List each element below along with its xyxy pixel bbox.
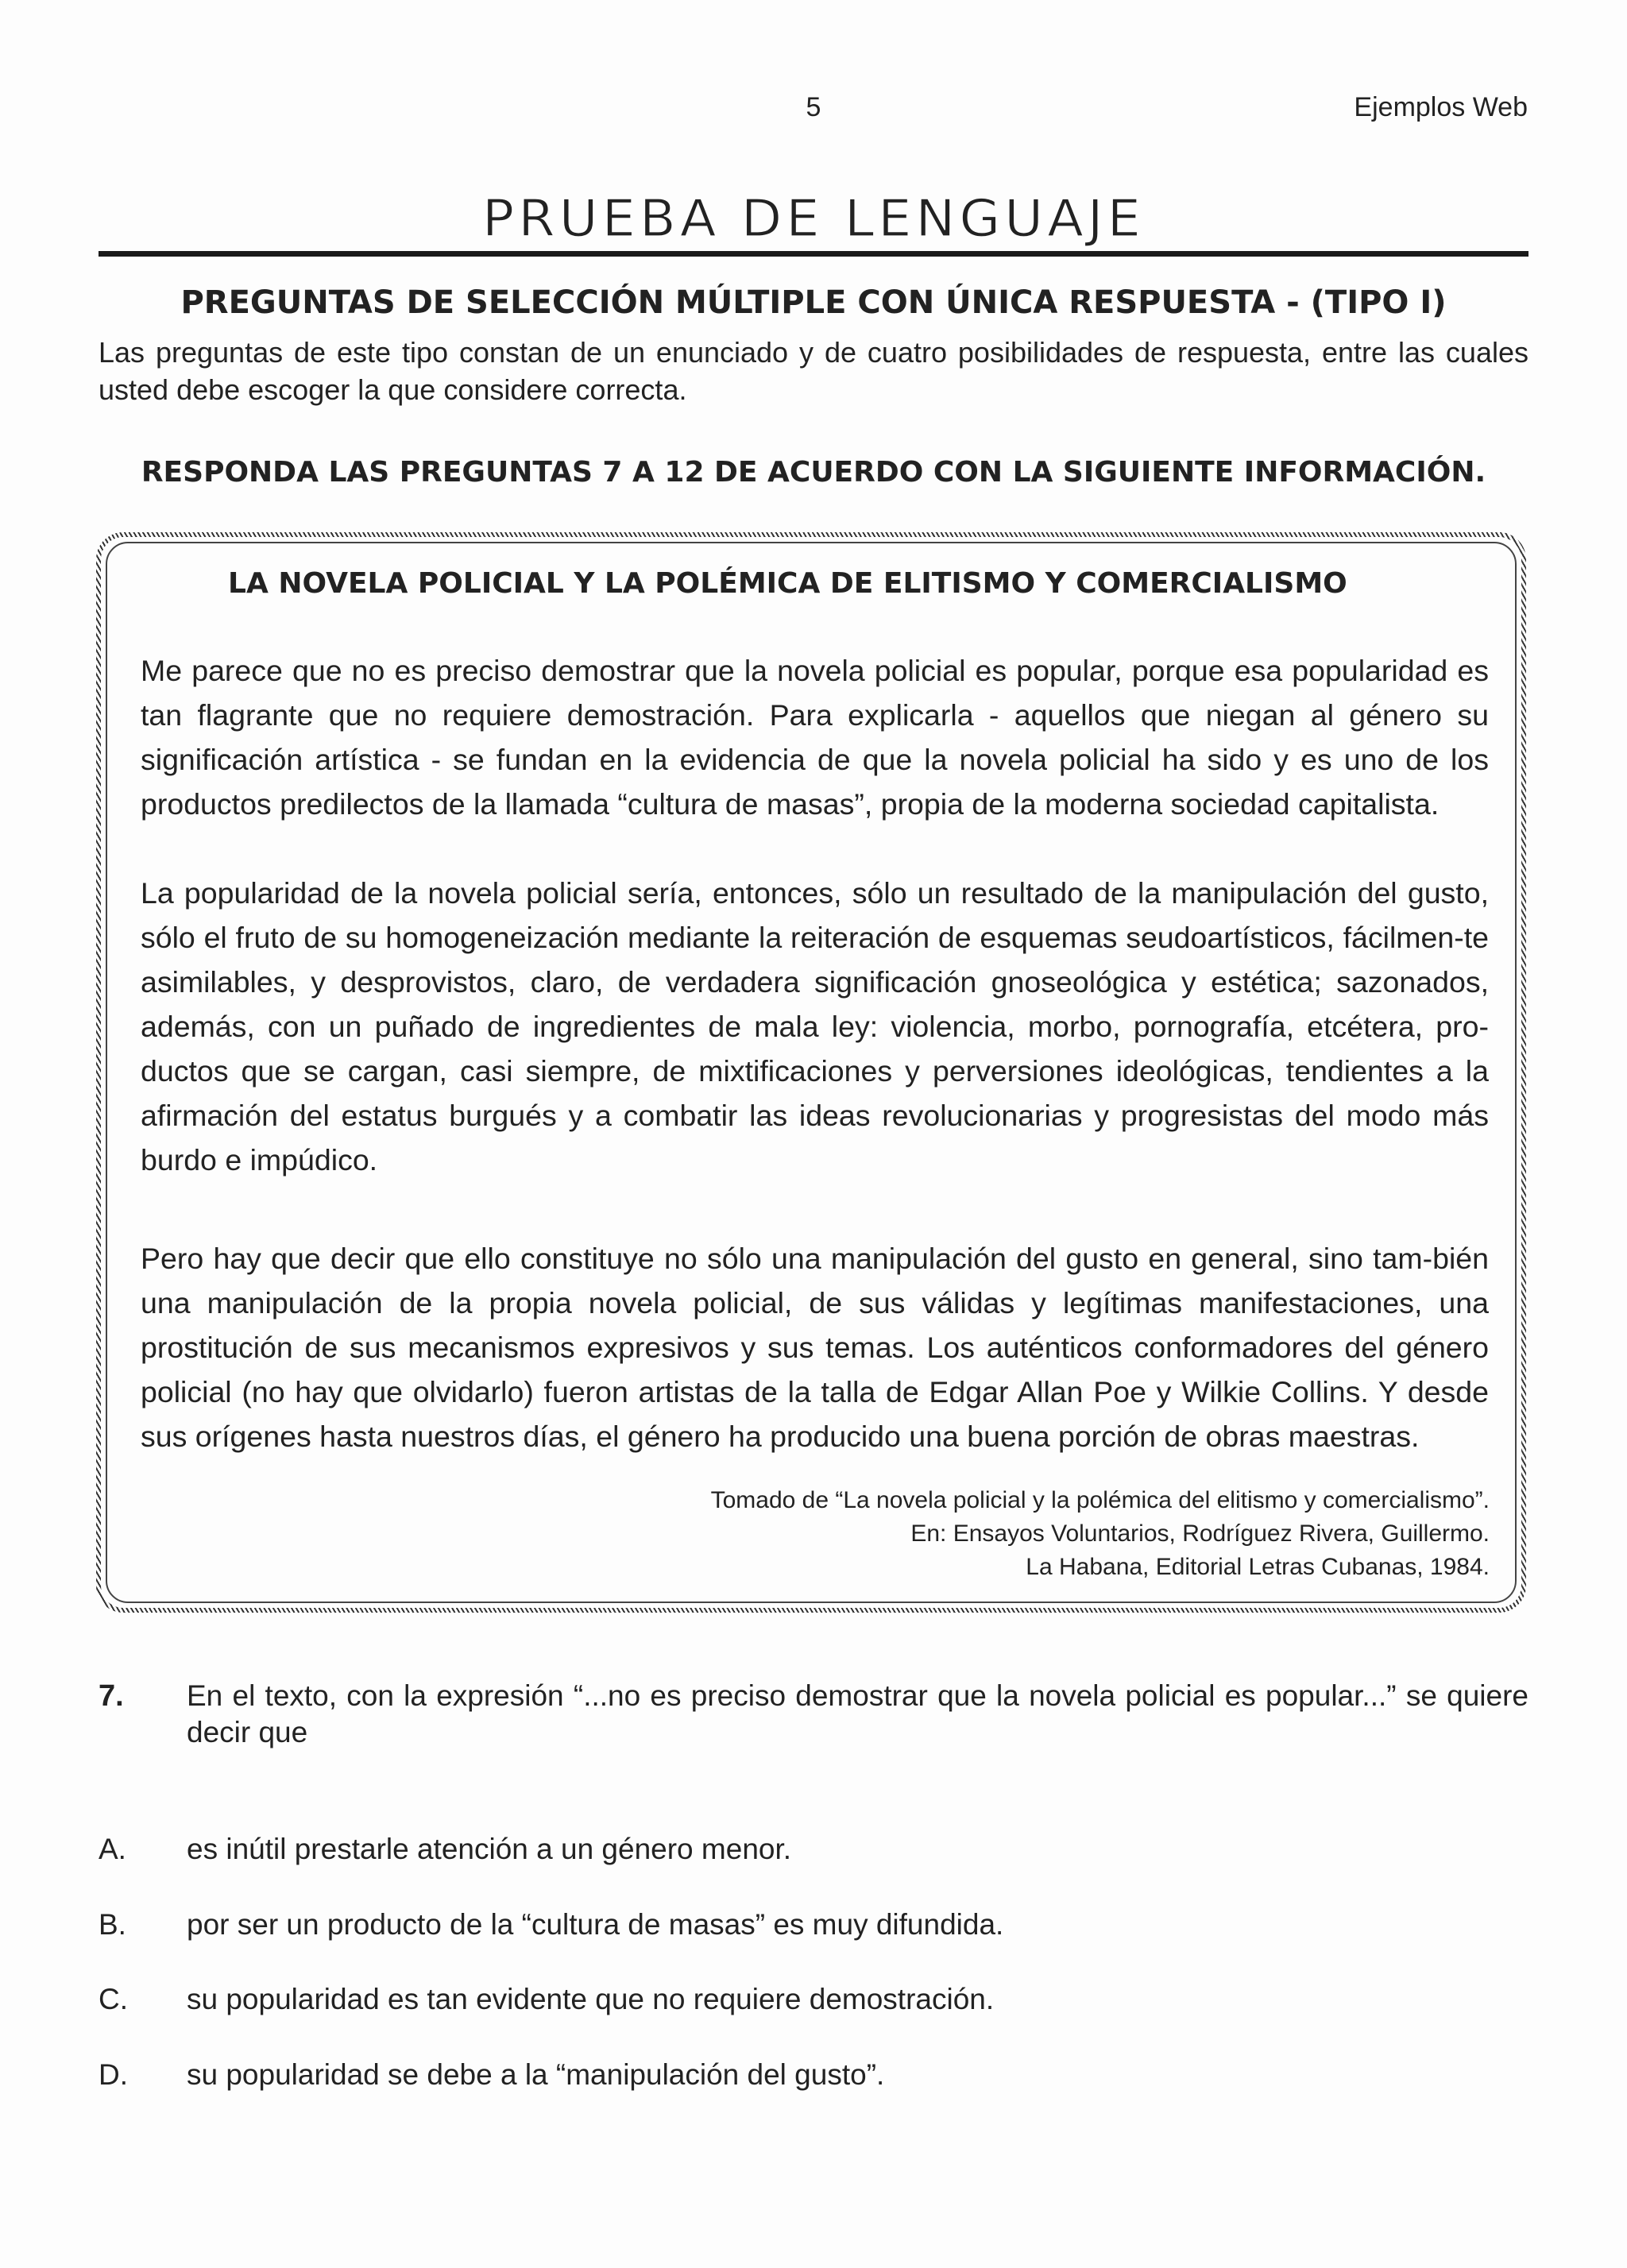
option-letter: A. xyxy=(99,1833,126,1865)
citation-line: En: Ensayos Voluntarios, Rodríguez Rivera, Guillermo. xyxy=(910,1520,1490,1547)
title-divider xyxy=(99,251,1528,257)
option-text: es inútil prestarle atención a un género menor. xyxy=(187,1833,792,1865)
passage-citation xyxy=(711,1484,1490,1584)
option-letter: B. xyxy=(99,1908,126,1941)
reading-passage-box xyxy=(96,532,1526,1613)
answer-option-b[interactable] xyxy=(99,1907,1528,1945)
passage-paragraph: Pero hay que decir que ello constituye no sólo una manipulación del gusto en general, sino tam-bién una manipulación de la propia novela policial, de sus válidas y legítimas manifestaciones, una prostitución de sus mecanismos expresivos y sus temas. Los auténticos conformadores del género policial (no hay que olvidarlo) fueron artistas de la talla de Edgar Allan Poe y Wilkie Collins. Y desde sus orígenes hasta nuestros días, el género ha producido una buena porción de obras maestras. xyxy=(141,1242,1489,1453)
answer-option-a[interactable] xyxy=(99,1831,1528,1869)
option-letter: C. xyxy=(99,1983,128,2015)
question-number: 7. xyxy=(99,1679,124,1713)
intro-text: Las preguntas de este tipo constan de un enunciado y de cuatro posibilidades de respuesta, entre las cuales usted debe escoger la que considere correcta. xyxy=(99,336,1528,406)
option-text: su popularidad es tan evidente que no requiere demostración. xyxy=(187,1983,995,2015)
option-text: su popularidad se debe a la “manipulación del gusto”. xyxy=(187,2058,885,2091)
page-number: 5 xyxy=(806,92,821,122)
citation-line: Tomado de “La novela policial y la polémica del elitismo y comercialismo”. xyxy=(710,1487,1490,1513)
answer-option-d[interactable] xyxy=(99,2057,1528,2095)
passage-paragraph: Me parece que no es preciso demostrar que la novela policial es popular, porque esa popularidad es tan flagrante que no requiere demostración. Para explicarla - aquellos que niegan al género su significación artística - se fundan en la evidencia de que la novela policial ha sido y es uno de los productos predilectos de la llamada “cultura de masas”, propia de la moderna sociedad capitalista. xyxy=(141,654,1489,821)
citation-line: La Habana, Editorial Letras Cubanas, 1984. xyxy=(1026,1554,1490,1580)
option-letter: D. xyxy=(99,2058,128,2091)
page-title: PRUEBA DE LENGUAJE xyxy=(481,190,1146,249)
passage-title: LA NOVELA POLICIAL Y LA POLÉMICA DE ELITISMO Y COMERCIALISMO xyxy=(228,567,1347,600)
instruction-text: RESPONDA LAS PREGUNTAS 7 A 12 DE ACUERDO CON LA SIGUIENTE INFORMACIÓN. xyxy=(141,456,1486,489)
question-stem: En el texto, con la expresión “...no es preciso demostrar que la novela policial es popular...” se quiere decir que xyxy=(187,1679,1528,1748)
section-heading: PREGUNTAS DE SELECCIÓN MÚLTIPLE CON ÚNICA RESPUESTA - (TIPO I) xyxy=(180,284,1447,321)
passage-paragraph: La popularidad de la novela policial sería, entonces, sólo un resultado de la manipulación del gusto, sólo el fruto de su homogeneización mediante la reiteración de esquemas seudoartísticos, fácilmen-te asimilables, y desprovistos, claro, de verdadera significación gnoseológica y estética; sazonados, además, con un puñado de ingredientes de mala ley: violencia, morbo, pornografía, etcétera, pro-ductos que se cargan, casi siempre, de mixtificaciones y perversiones ideológicas, tendientes a la afirmación del estatus burgués y a combatir las ideas revolucionarias y progresistas del modo más burdo e impúdico. xyxy=(141,876,1489,1177)
header-source: Ejemplos Web xyxy=(1354,92,1528,122)
answer-option-c[interactable] xyxy=(99,1981,1528,2019)
option-text: por ser un producto de la “cultura de masas” es muy difundida. xyxy=(187,1908,1004,1941)
